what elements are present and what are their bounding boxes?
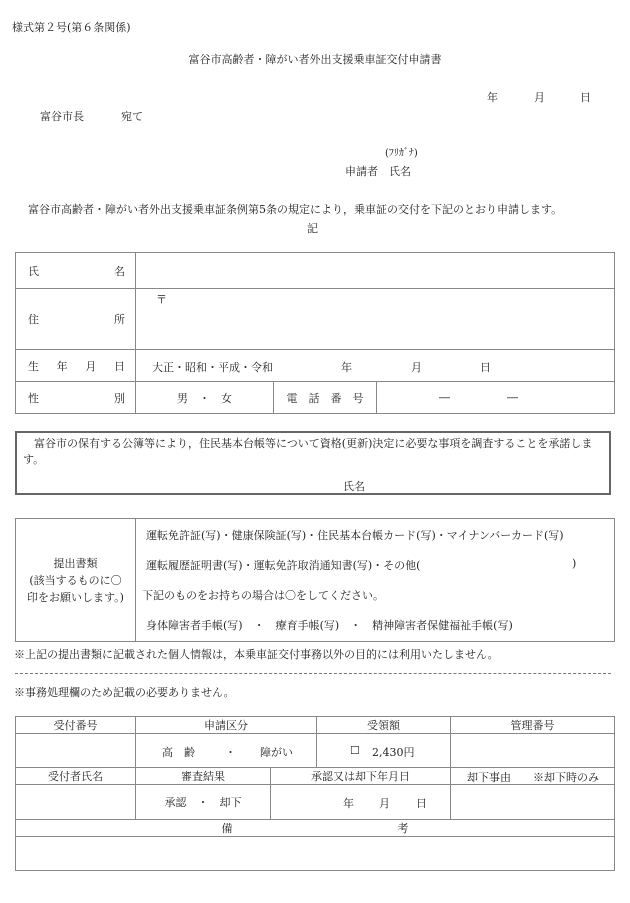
office-use-note: ※事務処理欄のため記載の必要ありません。 [14,686,235,699]
documents-label-3: 印をお願いします。) [27,590,124,604]
applicant-name-label: 申請者 氏名 [345,165,411,178]
addressee: 富谷市長 [40,110,84,123]
documents-label-1: 提出書類 [53,556,98,570]
date-year-label: 年 [487,91,498,104]
birth-month-label: 月 [411,360,422,374]
h-category: 申請区分 [136,717,317,734]
gender-label-char2: 別 [114,391,125,405]
ki-label: 記 [307,222,318,235]
documents-line-1[interactable]: 運転免許証(写)・健康保険証(写)・住民基本台帳カード(写)・マイナンバーカード(写) [146,529,564,542]
phone-dash-2: ― [507,390,518,404]
name-label-cell [16,253,136,289]
documents-line-3: 下記のものをお持ちの場合は〇をしてください。 [142,589,384,602]
documents-label-2: (該当するものに〇 [29,573,122,587]
consent-name-label: 氏名 [343,480,365,493]
birth-year-label: 年 [341,360,352,374]
documents-table [15,518,615,642]
birth-input-cell[interactable] [136,350,615,382]
amount-checkbox[interactable]: ☐ [350,743,360,757]
privacy-note: ※上記の提出書類に記載された個人情報は，本乗車証交付事務以外の目的には利用いたしません。 [14,648,499,661]
address-row [16,289,615,350]
name-row [16,253,615,289]
name-input-cell[interactable] [136,253,615,289]
documents-line-2-close: ) [572,557,577,570]
address-input-cell[interactable] [136,289,615,350]
h-reject-note: ※却下時のみ [533,771,599,784]
form-number: 様式第２号(第６条関係) [12,21,131,34]
date-month-label: 月 [534,91,545,104]
gender-label-cell [16,382,136,414]
gender-row [16,382,615,414]
phone-input-cell[interactable] [377,382,615,414]
intro-text: 富谷市高齢者・障がい者外出支援乗車証条例第5条の規定により，乗車証の交付を下記のとおり申請します。 [28,203,563,216]
birth-label-char2: 年 [56,359,68,373]
amount-cell [317,734,451,768]
postal-mark: 〒 [156,293,167,306]
decision-year-label: 年 [343,797,354,810]
birth-label-cell [16,350,136,382]
category-separator: ・ [225,745,236,759]
form-title: 富谷市高齢者・障がい者外出支援乗車証交付申請書 [188,53,442,66]
birth-day-label: 日 [480,360,491,374]
consent-text: 富谷市の保有する公簿等により，住民基本台帳等について資格(更新)決定に必要な事項を調査することを承諾します。 [23,437,593,466]
documents-line-2[interactable]: 運転履歴証明書(写)・運転免許取消通知書(写)・その他( [146,559,421,572]
era-options[interactable]: 大正・昭和・平成・令和 [152,360,273,374]
documents-label-cell [16,519,136,642]
address-label-cell [16,289,136,350]
birth-row [16,350,615,382]
phone-label: 電 話 番 号 [274,382,377,414]
consent-box [15,431,611,495]
h-reject-cell [451,768,615,785]
reject-reason-cell[interactable] [451,785,615,820]
receiver-cell[interactable] [16,785,136,820]
category-cell[interactable] [136,734,317,768]
decision-day-label: 日 [416,797,427,810]
furigana-label: (ﾌﾘｶﾞﾅ) [385,148,418,159]
reception-no-cell[interactable] [16,734,136,768]
cut-line [15,673,611,674]
review-options[interactable]: 承認 ・ 却下 [136,785,271,820]
date-day-label: 日 [580,91,591,104]
h-amount: 受領額 [317,717,451,734]
addressee-suffix: 宛て [121,110,143,123]
gender-label-char1: 性 [28,391,39,405]
amount-value: 2,430円 [372,745,415,759]
documents-list-cell [136,519,615,642]
h-reject-reason: 却下事由 [467,771,511,784]
gender-options[interactable]: 男 ・ 女 [136,382,274,414]
decision-date-cell[interactable] [271,785,451,820]
applicant-table [15,252,615,414]
birth-label-char1: 生 [28,359,39,373]
name-label-char1: 氏 [28,264,39,278]
h-mgmt-no: 管理番号 [451,717,615,734]
address-label-char1: 住 [28,313,39,326]
birth-label-char4: 日 [113,359,125,373]
remarks-cell[interactable] [16,837,615,871]
h-review: 審査結果 [136,768,271,785]
h-receiver: 受付者氏名 [16,768,136,785]
office-table [15,716,615,871]
phone-dash-1: ― [439,390,450,404]
documents-line-4[interactable]: 身体障害者手帳(写) ・ 療育手帳(写) ・ 精神障害者保健福祉手帳(写) [146,619,513,632]
h-remarks: 備 考 [16,820,615,837]
h-reception-no: 受付番号 [16,717,136,734]
name-label-char2: 名 [114,264,125,278]
address-label-char2: 所 [114,313,125,326]
h-decision-date: 承認又は却下年月日 [271,768,451,785]
category-disabled[interactable]: 障がい [260,745,293,759]
decision-month-label: 月 [379,797,390,810]
category-elderly[interactable]: 高 齢 [162,745,195,759]
mgmt-no-cell[interactable] [451,734,615,768]
birth-label-char3: 月 [85,359,97,373]
